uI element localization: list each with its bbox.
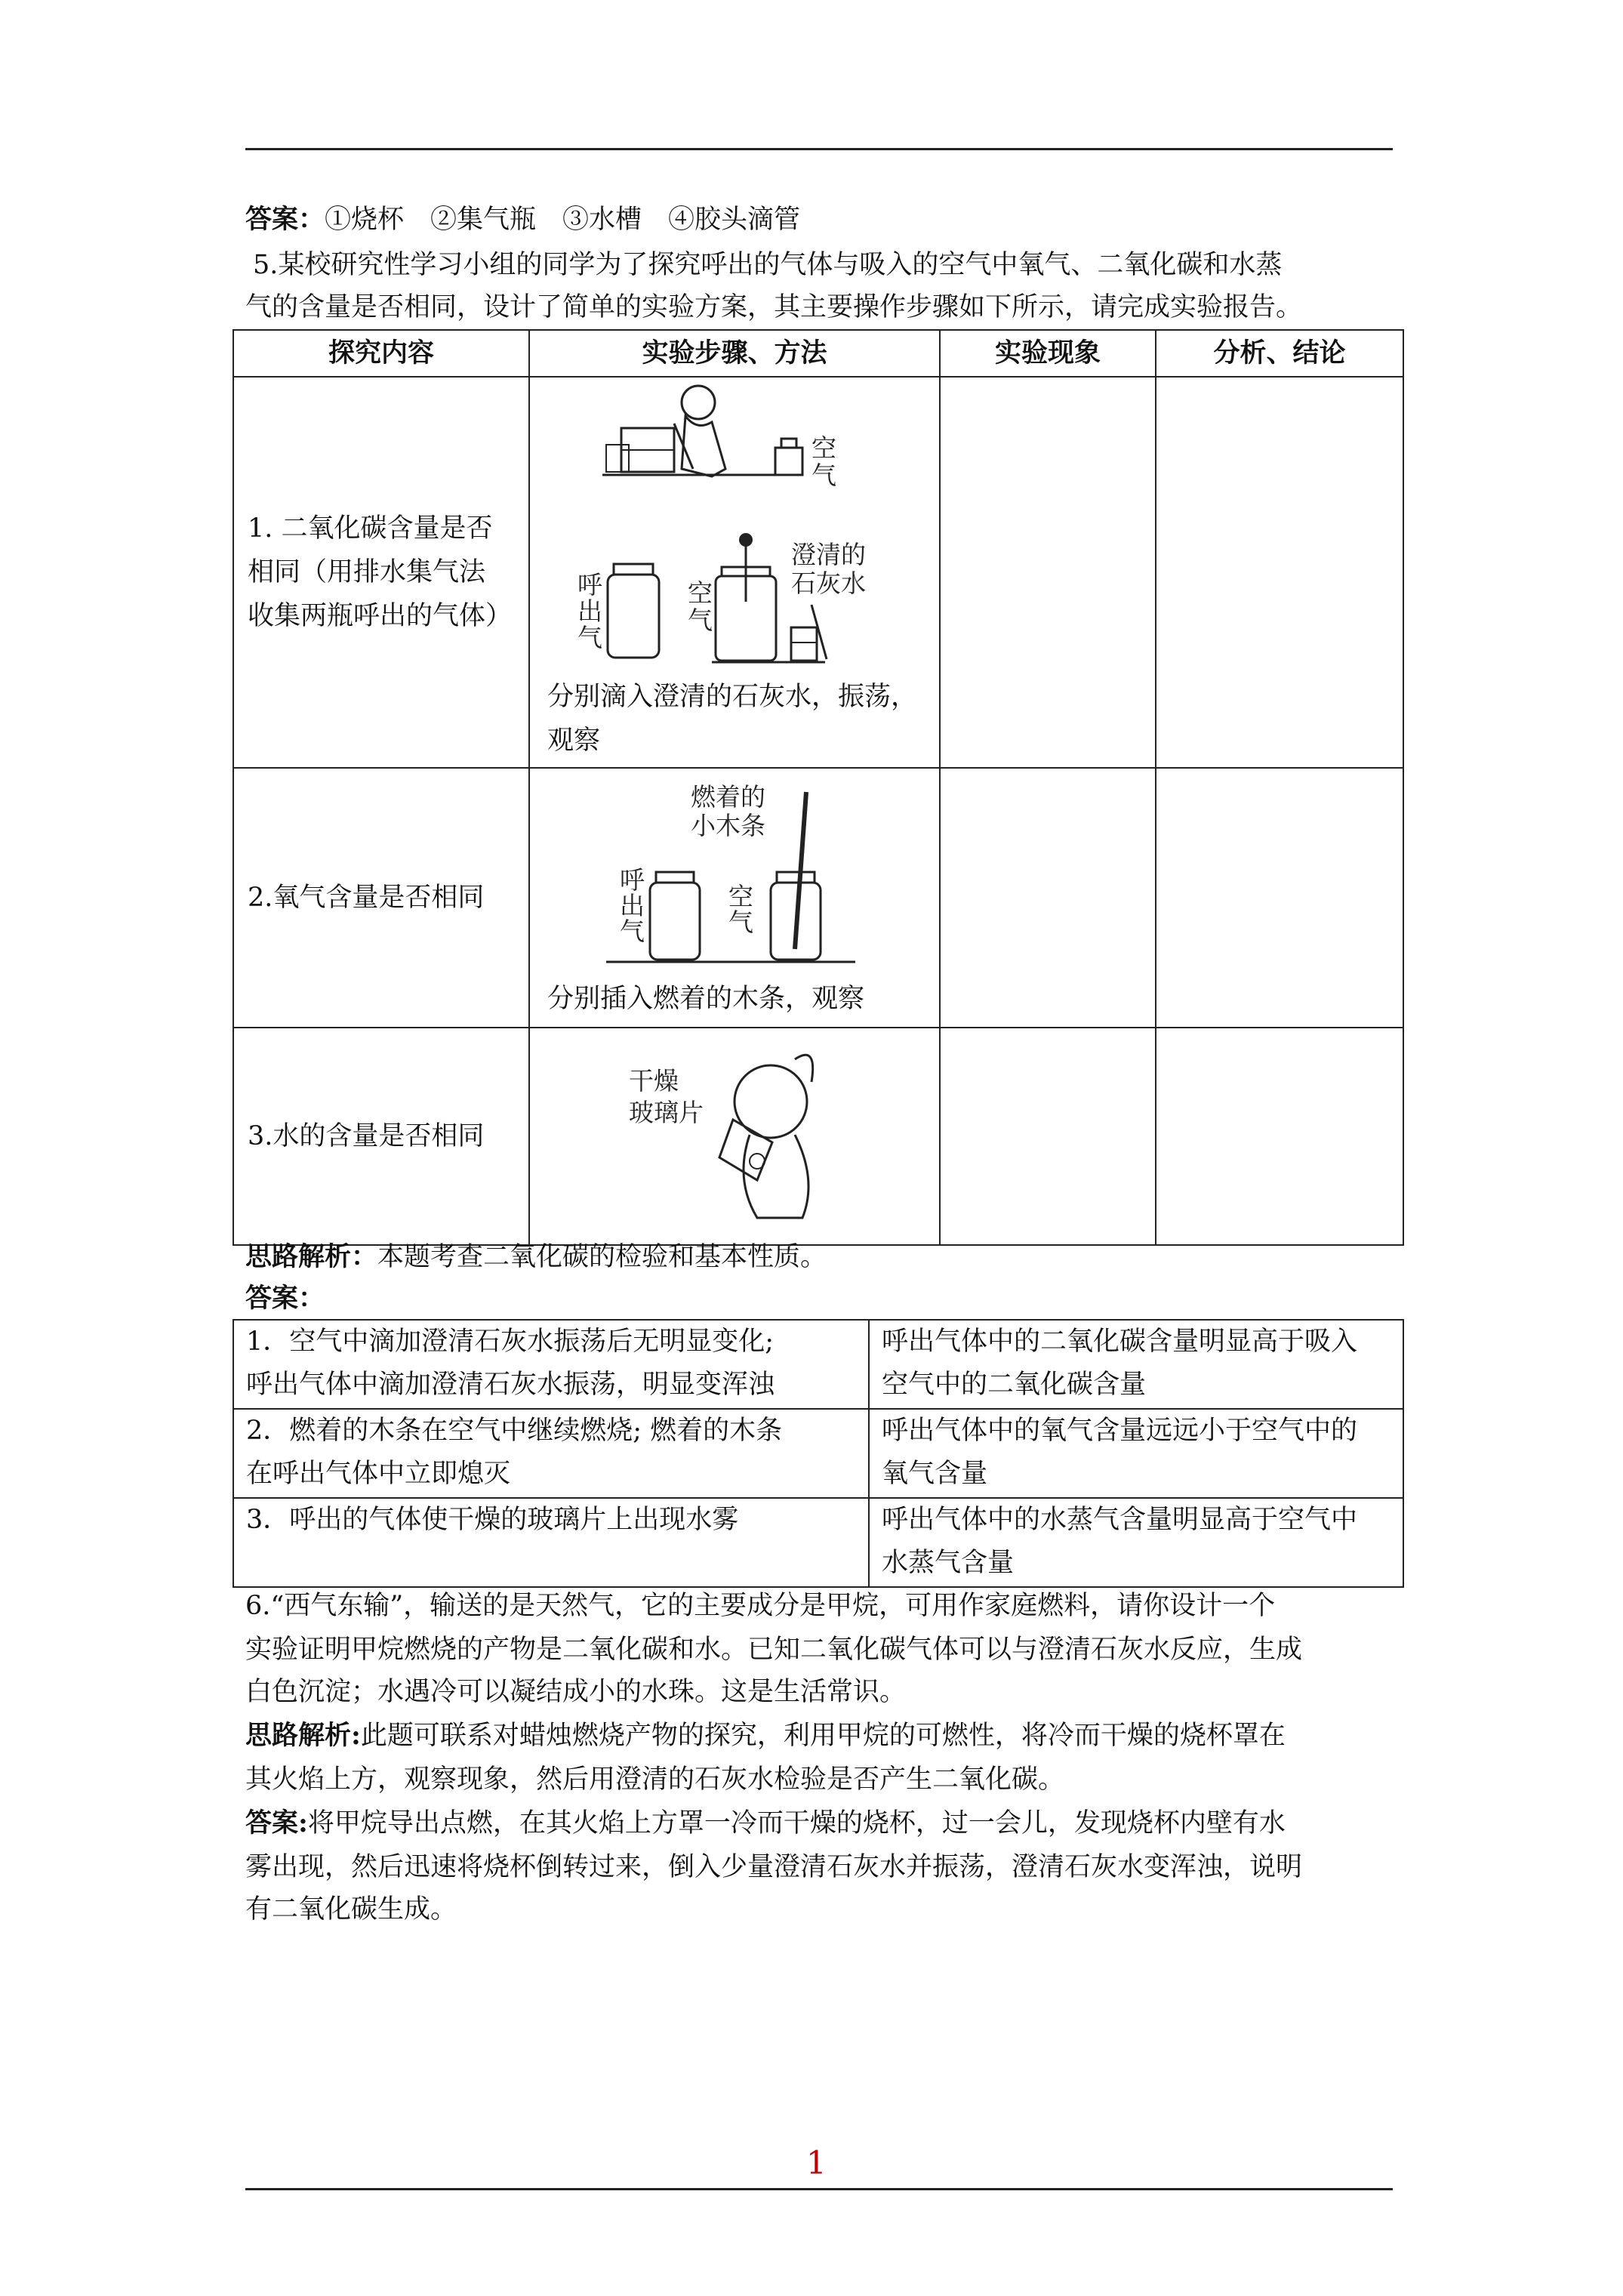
answer6-label: 答案: [245, 1808, 308, 1838]
answer-label: 答案： [245, 204, 325, 235]
header-steps: 实验步骤、方法 [529, 330, 940, 377]
row3-steps [529, 1028, 940, 1245]
fig-air-label-6: 气 [728, 908, 753, 937]
answer-row2-left: 2．燃着的木条在空气中继续燃烧; 燃着的木条 在呼出气体中立即熄灭 [233, 1409, 869, 1498]
fig-limewater-label-2: 石灰水 [791, 569, 866, 598]
fig-exhaled-label-1: 呼 [577, 570, 602, 599]
row1-step-text: 分别滴入澄清的石灰水，振荡， 观察 [547, 682, 918, 756]
q6-line3: 白色沉淀；水遇冷可以凝结成小的水珠。这是生活常识。 [245, 1677, 907, 1707]
page-number: 1 [806, 2144, 827, 2181]
table-row [233, 1320, 1403, 1409]
row1-steps [529, 377, 940, 768]
experiment-report-table [233, 329, 1404, 1246]
analysis5-text: 本题考查二氧化碳的检验和基本性质。 [377, 1242, 827, 1272]
prev-answer [245, 198, 800, 242]
oxygen-apparatus-figure [531, 769, 938, 981]
answer-table [233, 1319, 1404, 1588]
fig-stick-label-1: 燃着的 [691, 782, 765, 812]
q6-line2: 实验证明甲烷燃烧的产物是二氧化碳和水。已知二氧化碳气体可以与澄清石灰水反应，生成 [245, 1635, 1303, 1665]
table-row [233, 1028, 1403, 1245]
answer-row1-left: 1．空气中滴加澄清石灰水振荡后无明显变化; 呼出气体中滴加澄清石灰水振荡，明显变浑浊 [233, 1320, 869, 1409]
answer-row2-right: 呼出气体中的氧气含量远远小于空气中的 氧气含量 [869, 1409, 1403, 1498]
fig-air-label-5: 空 [728, 882, 753, 911]
co2-apparatus-figure [531, 378, 938, 680]
answer5-label: 答案： [245, 1283, 325, 1314]
table-row [233, 377, 1403, 768]
row1-conclusion [1156, 377, 1403, 768]
header-phenomenon: 实验现象 [940, 330, 1156, 377]
answer6-line1: 答案:将甲烷导出点燃，在其火焰上方罩一冷而干燥的烧杯，过一会儿，发现烧杯内壁有水 [245, 1808, 1286, 1838]
table-row [233, 768, 1403, 1028]
row3-content: 3.水的含量是否相同 [233, 1028, 529, 1245]
row2-conclusion [1156, 768, 1403, 1028]
fig-limewater-label-1: 澄清的 [791, 540, 866, 569]
q5-line1: 5.某校研究性学习小组的同学为了探究呼出的气体与吸入的空气中氧气、二氧化碳和水蒸 [253, 250, 1283, 280]
row2-steps [529, 768, 940, 1028]
footer-rule [245, 2188, 1393, 2190]
answer-row3-left: 3．呼出的气体使干燥的玻璃片上出现水雾 [233, 1498, 869, 1587]
answer-row3-right: 呼出气体中的水蒸气含量明显高于空气中 水蒸气含量 [869, 1498, 1403, 1587]
analysis5-label: 思路解析： [245, 1241, 378, 1272]
q5-line2: 气的含量是否相同，设计了简单的实验方案，其主要操作步骤如下所示，请完成实验报告。 [245, 292, 1303, 322]
q6-line1: 6.“西气东输”，输送的是天然气，它的主要成分是甲烷，可用作家庭燃料，请你设计一个 [245, 1591, 1276, 1621]
fig-exhaled-label-6: 气 [620, 917, 645, 946]
analysis6-label: 思路解析: [245, 1720, 361, 1751]
fig-glass-label-2: 玻璃片 [629, 1098, 704, 1127]
fig-glass-label-1: 干燥 [629, 1066, 679, 1096]
analysis6-line2: 其火焰上方，观察现象，然后用澄清的石灰水检验是否产生二氧化碳。 [245, 1764, 1065, 1795]
analysis5 [245, 1235, 827, 1279]
fig-exhaled-label-4: 呼 [620, 865, 645, 895]
table-row [233, 1409, 1403, 1498]
fig-exhaled-label-5: 出 [620, 891, 645, 920]
row3-conclusion [1156, 1028, 1403, 1245]
row2-content: 2.氧气含量是否相同 [233, 768, 529, 1028]
answer-row1-right: 呼出气体中的二氧化碳含量明显高于吸入 空气中的二氧化碳含量 [869, 1320, 1403, 1409]
fig-exhaled-label-3: 气 [577, 623, 602, 652]
fig-air-label-2: 气 [812, 461, 836, 490]
answer6-line3: 有二氧化碳生成。 [245, 1894, 457, 1925]
fig-air-label-1: 空 [812, 433, 836, 463]
analysis6-line1: 思路解析:此题可联系对蜡烛燃烧产物的探究，利用甲烷的可燃性，将冷而干燥的烧杯罩在 [245, 1720, 1286, 1751]
row2-phenomenon [940, 768, 1156, 1028]
row2-step-text: 分别插入燃着的木条，观察 [547, 984, 865, 1014]
girl-breathing-glass-figure [531, 1029, 938, 1244]
row1-content: 1. 二氧化碳含量是否 相同（用排水集气法 收集两瓶呼出的气体） [233, 377, 529, 768]
answer6-line2: 雾出现，然后迅速将烧杯倒转过来，倒入少量澄清石灰水并振荡，澄清石灰水变浑浊，说明 [245, 1852, 1303, 1882]
fig-air-label-4: 气 [688, 606, 713, 635]
fig-stick-label-2: 小木条 [691, 811, 765, 840]
header-conclusion: 分析、结论 [1156, 330, 1403, 377]
row1-phenomenon [940, 377, 1156, 768]
table-row [233, 1498, 1403, 1587]
header-content: 探究内容 [233, 330, 529, 377]
answer-text: ①烧杯 ②集气瓶 ③水槽 ④胶头滴管 [325, 205, 801, 235]
fig-air-label-3: 空 [688, 578, 713, 608]
fig-exhaled-label-2: 出 [577, 596, 602, 626]
header-rule [245, 148, 1393, 150]
row3-phenomenon [940, 1028, 1156, 1245]
